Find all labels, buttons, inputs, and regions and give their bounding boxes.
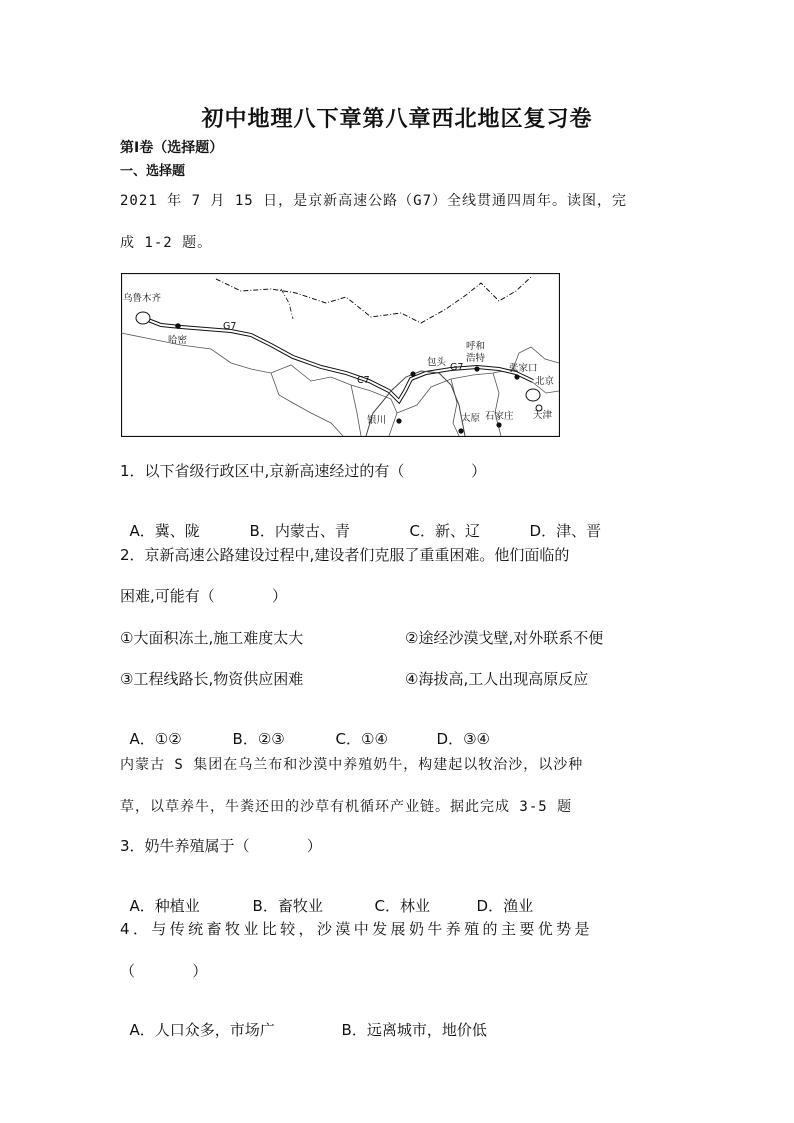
map-label-tianjin: 天津 xyxy=(533,410,553,421)
q1-option-c[interactable]: C．新、辽 xyxy=(409,522,481,540)
section-heading: 一、选择题 xyxy=(120,164,186,179)
intro-1-line-2: 成 1-2 题。 xyxy=(120,235,213,251)
q2-statement-2: ②途经沙漠戈壁,对外联系不便 xyxy=(405,629,604,647)
q2-stem-line-2: 困难,可能有（ ） xyxy=(120,587,287,605)
intro-1-line-1: 2021 年 7 月 15 日，是京新高速公路（G7）全线贯通四周年。读图，完 xyxy=(120,193,628,209)
map-label-yinchuan: 银川 xyxy=(367,415,387,426)
q4-option-a[interactable]: A．人口众多，市场广 xyxy=(129,1021,275,1039)
map-label-zhangjiakou: 张家口 xyxy=(509,363,538,374)
part-heading: 第Ⅰ卷（选择题） xyxy=(120,140,224,156)
q3-option-b[interactable]: B．畜牧业 xyxy=(252,897,323,915)
q3-options xyxy=(120,877,533,916)
q3-stem: 3．奶牛养殖属于（ ） xyxy=(120,837,322,855)
map-label-hohhot-1: 呼和 xyxy=(466,341,486,352)
page-title: 初中地理八下章第八章西北地区复习卷 xyxy=(201,107,593,132)
map-label-taiyuan: 太原 xyxy=(461,413,481,424)
q2-statement-1: ①大面积冻土,施工难度太大 xyxy=(120,629,304,647)
q2-statement-4: ④海拔高,工人出现高原反应 xyxy=(405,670,589,688)
map-label-g7-c: G7 xyxy=(450,362,464,373)
q4-stem-line-1: 4．与传统畜牧业比较，沙漠中发展奶牛养殖的主要优势是 xyxy=(120,920,593,938)
map-label-urumqi: 乌鲁木齐 xyxy=(123,293,162,304)
map-label-hohhot-2: 浩特 xyxy=(466,353,486,364)
q1-option-a[interactable]: A．冀、陇 xyxy=(129,522,200,540)
q1-option-d[interactable]: D．津、晋 xyxy=(529,522,602,540)
q2-option-d[interactable]: D．③④ xyxy=(436,730,490,748)
q3-option-c[interactable]: C．林业 xyxy=(374,897,431,915)
q4-option-b[interactable]: B．远离城市，地价低 xyxy=(341,1021,487,1039)
q2-option-a[interactable]: A．①② xyxy=(129,730,182,748)
map-label-hami: 哈密 xyxy=(168,335,188,346)
g7-expressway-map xyxy=(121,273,560,437)
q1-option-b[interactable]: B．内蒙古、青 xyxy=(249,522,350,540)
q2-stem-line-1: 2．京新高速公路建设过程中,建设者们克服了重重困难。他们面临的 xyxy=(120,546,570,564)
intro-2-line-2: 草，以草养牛，牛粪还田的沙草有机循环产业链。据此完成 3-5 题 xyxy=(120,799,573,815)
q2-options xyxy=(120,710,490,749)
q3-option-a[interactable]: A．种植业 xyxy=(129,897,200,915)
map-label-baotou: 包头 xyxy=(427,357,447,368)
q1-options xyxy=(120,502,601,541)
q2-statement-3: ③工程线路长,物资供应困难 xyxy=(120,670,304,688)
q4-stem-line-2: （ ） xyxy=(120,962,208,980)
intro-2-line-1: 内蒙古 S 集团在乌兰布和沙漠中养殖奶牛，构建起以牧治沙，以沙种 xyxy=(120,757,584,773)
q2-option-c[interactable]: C．①④ xyxy=(335,730,388,748)
map-label-shijiazhuang: 石家庄 xyxy=(485,411,514,422)
map-label-beijing: 北京 xyxy=(535,376,555,387)
q3-option-d[interactable]: D．渔业 xyxy=(476,897,534,915)
map-label-g7-a: G7 xyxy=(223,321,237,332)
q2-option-b[interactable]: B．②③ xyxy=(232,730,285,748)
q1-stem: 1．以下省级行政区中,京新高速经过的有（ ） xyxy=(120,462,487,480)
map-label-g7-b: C7 xyxy=(357,375,370,386)
q4-options xyxy=(120,1001,487,1040)
